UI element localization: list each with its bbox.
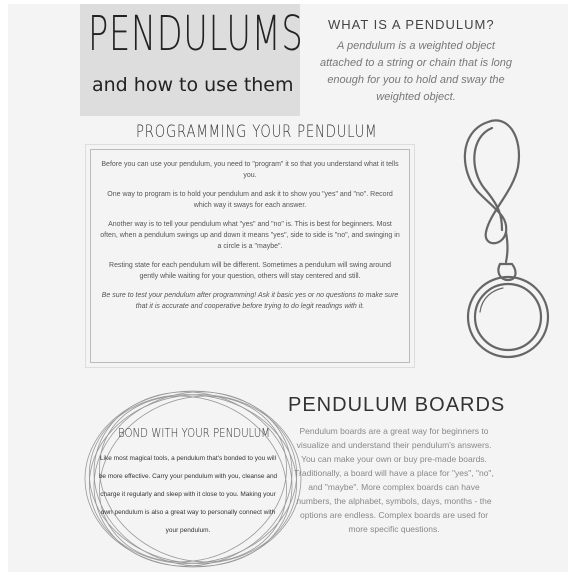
programming-heading: PROGRAMMING YOUR PENDULUM (136, 122, 378, 142)
infographic-page (8, 4, 568, 572)
programming-paragraph: Before you can use your pendulum, you need to "program" it so that you understand what it tells you. (101, 161, 399, 179)
programming-text (99, 159, 401, 320)
pendulum-illustration-icon (448, 112, 558, 382)
page-title: PENDULUMS (88, 6, 304, 62)
programming-paragraph: Be sure to test your pendulum after programming! Ask it basic yes or no questions to make sure that it is accurate and cooperative before trying to do legit readings with it. (101, 292, 399, 310)
page-subtitle: and how to use them (92, 74, 294, 96)
bond-text: Like most magical tools, a pendulum that's bonded to you will be more effective. Carry your pendulum with you, cleanse and charge it regularly and sleep with it close to you. Making your own pendulum is also a great way to personally connect with your pendulum. (98, 455, 278, 534)
programming-paragraph: Another way is to tell your pendulum what "yes" and "no" is. This is best for beginners. Most often, when a pendulum swings up and down it means "yes", side to side is "no", and swinging in a circle is a "maybe". (100, 221, 400, 250)
boards-body: Pendulum boards are a great way for beginners to visualize and understand their pendulum's answers. You can make your own or buy pre-made boards. Traditionally, a board will have a place for "yes", "no", and "maybe". More complex boards can have numbers, the alphabet, symbols, days, months - the options are endless. Complex boards are used for more specific questions. (294, 426, 494, 534)
what-heading: WHAT IS A PENDULUM? (328, 17, 495, 32)
bond-heading: BOND WITH YOUR PENDULUM (118, 426, 270, 440)
boards-heading: PENDULUM BOARDS (288, 394, 506, 416)
programming-paragraph: One way to program is to hold your pendulum and ask it to show you "yes" and "no". Record which way it sways for each answer. (107, 191, 393, 209)
programming-paragraph: Resting state for each pendulum will be different. Sometimes a pendulum will swing around gently while waiting for your question, others will stay centered and still. (109, 262, 391, 280)
what-body: A pendulum is a weighted object attached to a string or chain that is long enough for you to hold and sway the weighted object. (319, 40, 512, 103)
programming-box (90, 149, 410, 363)
